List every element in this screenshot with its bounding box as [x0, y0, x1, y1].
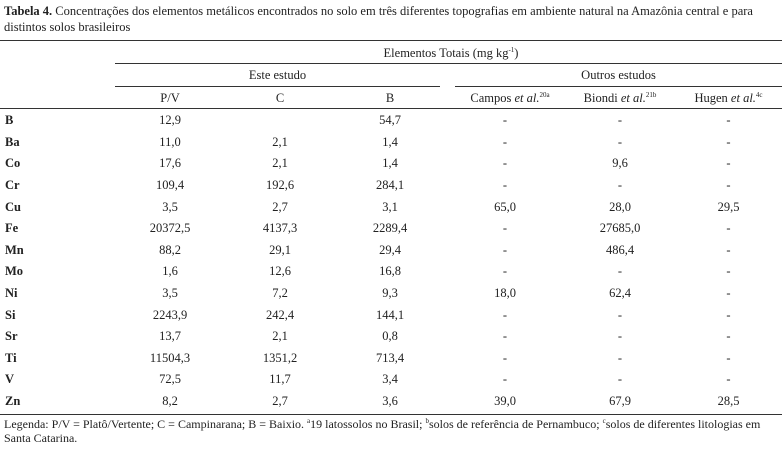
hugen-cell: -: [726, 156, 731, 171]
campos-cell: -: [502, 156, 508, 171]
hugen-cell: -: [726, 221, 731, 236]
pv-cell: 2243,9: [152, 307, 188, 322]
element-cell: Cr: [5, 178, 20, 193]
bottom-rule: [0, 414, 782, 415]
element-cell: V: [5, 372, 15, 387]
b-cell: 144,1: [375, 307, 405, 322]
campos-cell: -: [502, 329, 508, 344]
hugen-cell: 28,5: [717, 394, 740, 409]
group-rule: [115, 63, 782, 64]
hugen-cell: -: [726, 307, 731, 322]
c-cell: 1351,2: [262, 350, 298, 365]
pv-cell: 1,6: [162, 264, 178, 279]
pv-cell: 109,4: [155, 178, 185, 193]
pv-cell: 3,5: [162, 286, 178, 301]
b-cell: 3,1: [382, 199, 398, 214]
b-cell: 1,4: [382, 134, 398, 149]
biondi-cell: 9,6: [612, 156, 628, 171]
element-cell: Zn: [5, 394, 21, 409]
este-estudo-rule: [115, 86, 440, 87]
biondi-cell: 27685,0: [599, 221, 641, 236]
biondi-cell: 62,4: [609, 286, 631, 301]
c-cell: 2,1: [272, 134, 288, 149]
pv-cell: 11504,3: [149, 350, 191, 365]
c-cell: 12,6: [269, 264, 291, 279]
header-bottom-rule: [0, 108, 782, 109]
b-cell: 54,7: [379, 113, 401, 128]
hugen-cell: -: [726, 134, 731, 149]
caption-text: Concentrações dos elementos metálicos encontrados no solo em três diferentes topografias em ambiente natural na Amazônia central e para distintos solos brasileiros: [4, 4, 753, 34]
element-cell: Si: [5, 307, 16, 322]
campos-cell: -: [502, 178, 508, 193]
c-cell: [225, 110, 335, 132]
campos-cell: 65,0: [494, 199, 516, 214]
hugen-cell: 29,5: [717, 199, 740, 214]
c-cell: 2,1: [272, 329, 288, 344]
biondi-cell: -: [617, 307, 623, 322]
hugen-cell: -: [726, 113, 731, 128]
biondi-cell: -: [617, 329, 623, 344]
campos-cell: -: [502, 264, 508, 279]
pv-cell: 17,6: [159, 156, 181, 171]
pv-cell: 20372,5: [149, 221, 191, 236]
hugen-cell: -: [726, 242, 731, 257]
biondi-cell: 486,4: [605, 242, 635, 257]
table-row: [0, 326, 782, 348]
c-cell: 2,1: [272, 156, 288, 171]
este-estudo-header: Este estudo: [248, 68, 307, 82]
pv-cell: 11,0: [159, 134, 181, 149]
c-cell: 2,7: [272, 394, 288, 409]
element-cell: Sr: [5, 329, 18, 344]
pv-cell: 3,5: [162, 199, 178, 214]
table-row: [0, 196, 782, 218]
biondi-cell: -: [617, 134, 623, 149]
element-cell: Ti: [5, 350, 17, 365]
table-row: [0, 348, 782, 370]
c-cell: 242,4: [265, 307, 295, 322]
col-header-pv: P/V: [160, 91, 180, 105]
biondi-cell: 67,9: [609, 394, 631, 409]
b-cell: 2289,4: [372, 221, 408, 236]
b-cell: 9,3: [382, 286, 398, 301]
campos-cell: -: [502, 113, 508, 128]
b-cell: 1,4: [382, 156, 398, 171]
biondi-cell: -: [617, 178, 623, 193]
col-header-biondi: Biondi et al.$^{21b}$: [583, 90, 657, 105]
campos-cell: -: [502, 242, 508, 257]
element-cell: Ni: [5, 286, 18, 301]
table-legend: Legenda: P/V = Platô/Vertente; C = Campinarana; B = Baixio. $^a$19 latossolos no Brasil; $^b$solos de referência de Pernambuco; $^c$solos de diferentes litologias em Santa Catarina.: [4, 417, 761, 445]
c-cell: 4137,3: [262, 221, 298, 236]
table-caption: [4, 3, 776, 35]
table-row: [0, 175, 782, 197]
hugen-cell: -: [726, 329, 731, 344]
table-row: [0, 218, 782, 240]
table-row: [0, 261, 782, 283]
hugen-cell: -: [726, 264, 731, 279]
campos-cell: -: [502, 307, 508, 322]
b-cell: 0,8: [382, 329, 398, 344]
c-cell: 7,2: [272, 286, 288, 301]
c-cell: 2,7: [272, 199, 288, 214]
campos-cell: -: [502, 134, 508, 149]
table-row: [0, 283, 782, 305]
campos-cell: -: [502, 221, 508, 236]
col-header-b: B: [385, 91, 395, 105]
biondi-cell: -: [617, 350, 623, 365]
table-row: [0, 153, 782, 175]
element-cell: Cu: [5, 199, 21, 214]
hugen-cell: -: [726, 372, 731, 387]
element-cell: Co: [5, 156, 21, 171]
pv-cell: 88,2: [159, 242, 181, 257]
table-row: [0, 369, 782, 391]
b-cell: 3,4: [382, 372, 398, 387]
c-cell: 29,1: [269, 242, 291, 257]
data-table: [0, 110, 782, 412]
c-cell: 192,6: [265, 178, 295, 193]
element-cell: B: [5, 113, 14, 128]
col-header-hugen: Hugen et al.$^{4c}$: [694, 90, 763, 105]
pv-cell: 8,2: [162, 394, 178, 409]
pv-cell: 72,5: [159, 372, 181, 387]
campos-cell: 18,0: [494, 286, 516, 301]
element-cell: Mn: [5, 242, 24, 257]
b-cell: 3,6: [382, 394, 398, 409]
campos-cell: 39,0: [494, 394, 516, 409]
hugen-cell: -: [726, 350, 731, 365]
table-row: [0, 110, 782, 132]
c-cell: 11,7: [269, 372, 291, 387]
campos-cell: -: [502, 350, 508, 365]
b-cell: 284,1: [375, 178, 405, 193]
outros-estudos-header: Outros estudos: [581, 68, 656, 82]
biondi-cell: -: [617, 113, 623, 128]
group-title: Elementos Totais (mg $kg^{-1}$): [383, 45, 519, 60]
hugen-cell: -: [726, 178, 731, 193]
b-cell: 16,8: [379, 264, 401, 279]
table-row: [0, 391, 782, 413]
biondi-cell: -: [617, 372, 623, 387]
pv-cell: 13,7: [159, 329, 181, 344]
campos-cell: -: [502, 372, 508, 387]
top-rule: [0, 40, 782, 41]
element-cell: Mo: [5, 264, 24, 279]
biondi-cell: 28,0: [609, 199, 631, 214]
element-cell: Fe: [5, 221, 19, 236]
table-row: [0, 132, 782, 154]
b-cell: 29,4: [379, 242, 401, 257]
outros-estudos-rule: [455, 86, 782, 87]
biondi-cell: -: [617, 264, 623, 279]
table-row: [0, 240, 782, 262]
hugen-cell: -: [726, 286, 731, 301]
caption-label: Tabela 4.: [4, 4, 53, 18]
col-header-campos: Campos et al.$^{20a}$: [470, 90, 550, 105]
pv-cell: 12,9: [159, 113, 181, 128]
col-header-c: C: [275, 91, 285, 105]
element-cell: Ba: [5, 134, 20, 149]
b-cell: 713,4: [375, 350, 405, 365]
table-row: [0, 304, 782, 326]
